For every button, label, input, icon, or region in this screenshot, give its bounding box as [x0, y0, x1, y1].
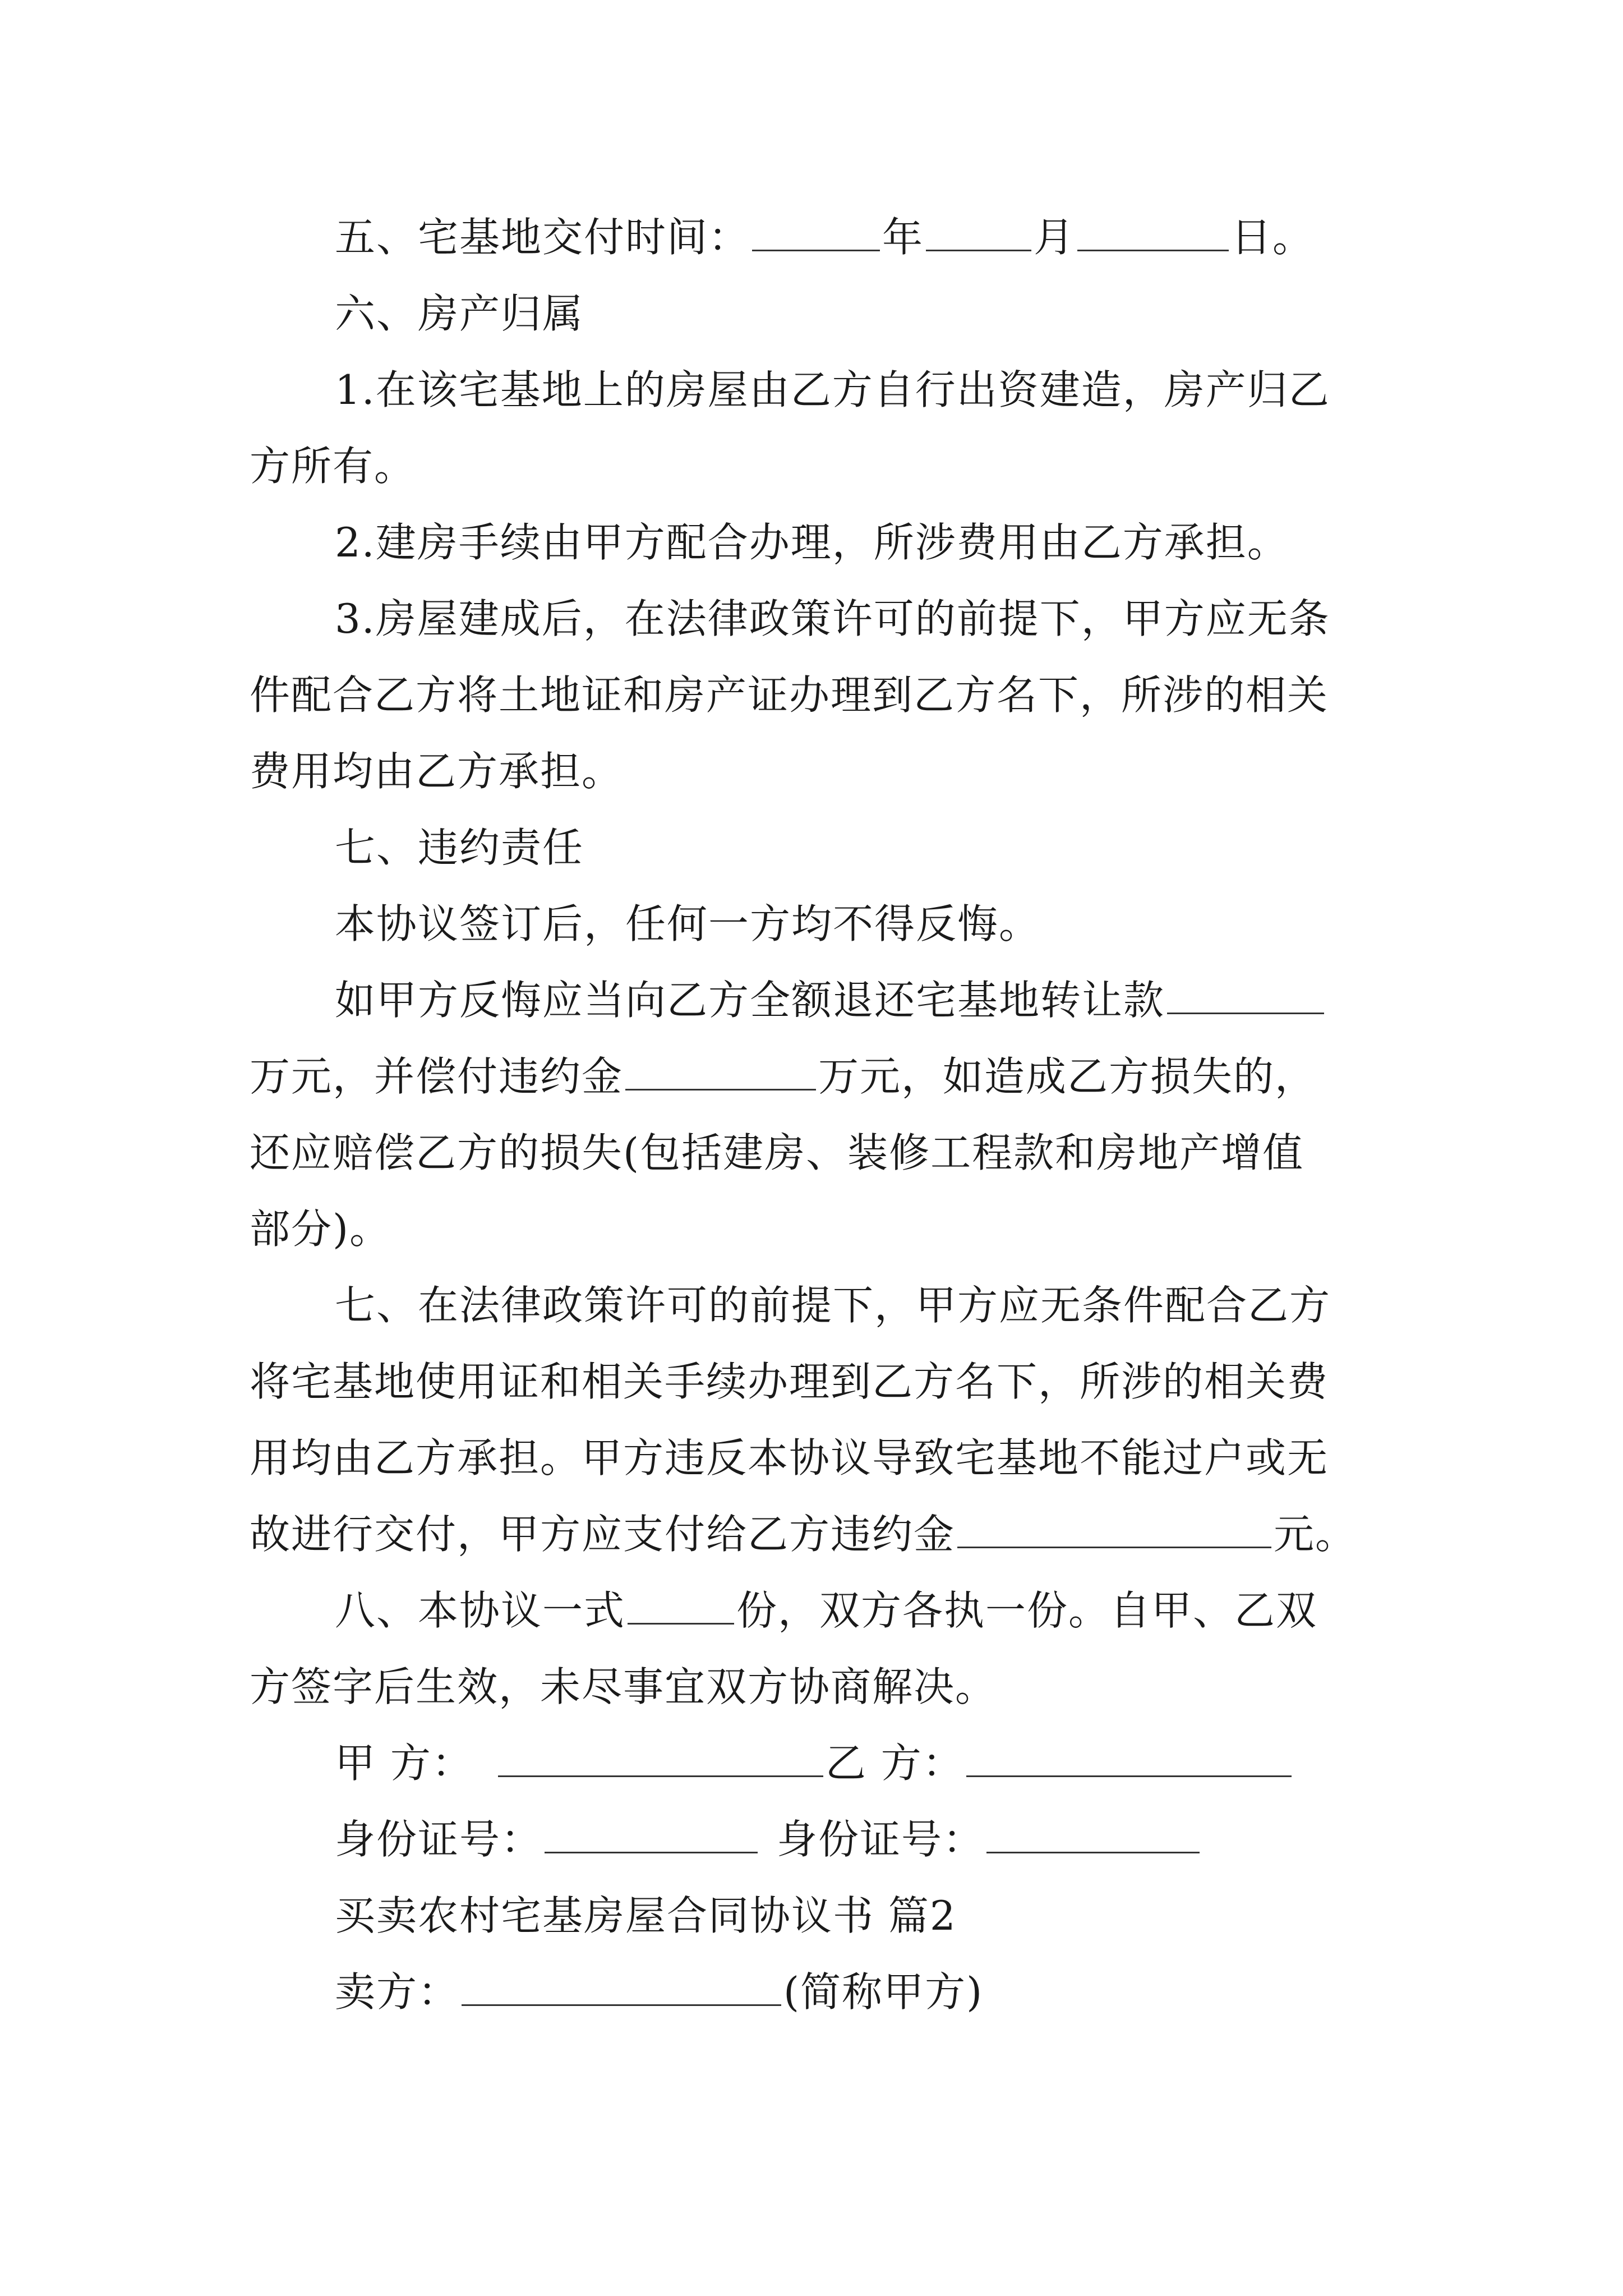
refund-line-2	[250, 1038, 1394, 1115]
year-blank	[752, 209, 880, 251]
clause-1-line-2: 方所有。	[250, 443, 416, 490]
transfer-clause-line-4	[250, 1496, 1394, 1572]
copies-line-2: 方签字后生效，未尽事宜双方协商解决。	[250, 1663, 997, 1710]
seller-blank	[462, 1964, 781, 2006]
transfer-penalty-blank	[957, 1506, 1271, 1548]
delivery-time-label: 五、宅基地交付时间：	[335, 214, 750, 261]
refund-text: 如甲方反悔应当向乙方全额退还宅基地转让款	[335, 977, 1165, 1024]
transfer-clause-line-2: 将宅基地使用证和相关手续办理到乙方名下，所涉的相关费	[250, 1358, 1329, 1405]
clause-3-line-1: 3.房屋建成后，在法律政策许可的前提下，甲方应无条	[335, 595, 1330, 642]
penalty-text: 万元，并偿付违约金	[250, 1053, 624, 1100]
no-regret-line: 本协议签订后，任何一方均不得反悔。	[335, 900, 1041, 947]
clause-3-line-2: 件配合乙方将土地证和房产证办理到乙方名下，所涉的相关	[250, 671, 1329, 719]
refund-line-1	[250, 962, 1394, 1038]
id-number-line	[250, 1801, 1394, 1878]
copies-text: 八、本协议一式	[335, 1587, 626, 1634]
seller-label: 卖方：	[335, 1968, 460, 2016]
document-page	[250, 199, 1394, 2030]
penalty-text-tail: 万元，如造成乙方损失的，	[818, 1053, 1317, 1100]
penalty-amount-blank	[625, 1048, 816, 1091]
party-a-label: 甲 方：	[335, 1740, 473, 1787]
seller-line	[250, 1954, 1394, 2030]
delivery-time-line	[250, 199, 1394, 275]
copies-line-1	[250, 1572, 1394, 1649]
day-blank	[1077, 209, 1229, 251]
party-b-id-label: 身份证号：	[777, 1816, 985, 1863]
copies-text-tail: 份，双方各执一份。自甲、乙双	[736, 1587, 1318, 1634]
party-a-blank	[498, 1735, 823, 1777]
transfer-penalty-unit: 元。	[1274, 1511, 1357, 1558]
contract-2-title: 买卖农村宅基房屋合同协议书 篇2	[335, 1892, 957, 1939]
transfer-penalty-text: 故进行交付，甲方应支付给乙方违约金	[250, 1511, 956, 1558]
transfer-clause-line-3: 用均由乙方承担。甲方违反本协议导致宅基地不能过户或无	[250, 1434, 1329, 1481]
refund-line-4: 部分)。	[250, 1205, 391, 1253]
seller-note: (简称甲方)	[783, 1968, 984, 2016]
refund-amount-blank	[1167, 972, 1324, 1014]
month-label: 月	[1034, 214, 1076, 261]
transfer-clause-line-1: 七、在法律政策许可的前提下，甲方应无条件配合乙方	[335, 1282, 1331, 1329]
section-heading-ownership: 六、房产归属	[335, 290, 584, 337]
copies-blank	[628, 1582, 734, 1625]
party-a-id-blank	[545, 1811, 758, 1853]
clause-2-line: 2.建房手续由甲方配合办理，所涉费用由乙方承担。	[335, 519, 1289, 566]
party-signature-line	[250, 1725, 1394, 1801]
clause-3-line-3: 费用均由乙方承担。	[250, 748, 624, 795]
year-label: 年	[882, 214, 924, 261]
party-a-id-label: 身份证号：	[335, 1816, 543, 1863]
party-b-id-blank	[986, 1811, 1200, 1853]
month-blank	[926, 209, 1031, 251]
party-b-label: 乙 方：	[825, 1740, 964, 1787]
section-heading-liability: 七、违约责任	[335, 824, 584, 871]
party-b-blank	[966, 1735, 1292, 1777]
day-label: 日。	[1231, 214, 1315, 261]
refund-line-3: 还应赔偿乙方的损失(包括建房、装修工程款和房地产增值	[250, 1129, 1304, 1176]
clause-1-line-1: 1.在该宅基地上的房屋由乙方自行出资建造，房产归乙	[335, 366, 1330, 413]
